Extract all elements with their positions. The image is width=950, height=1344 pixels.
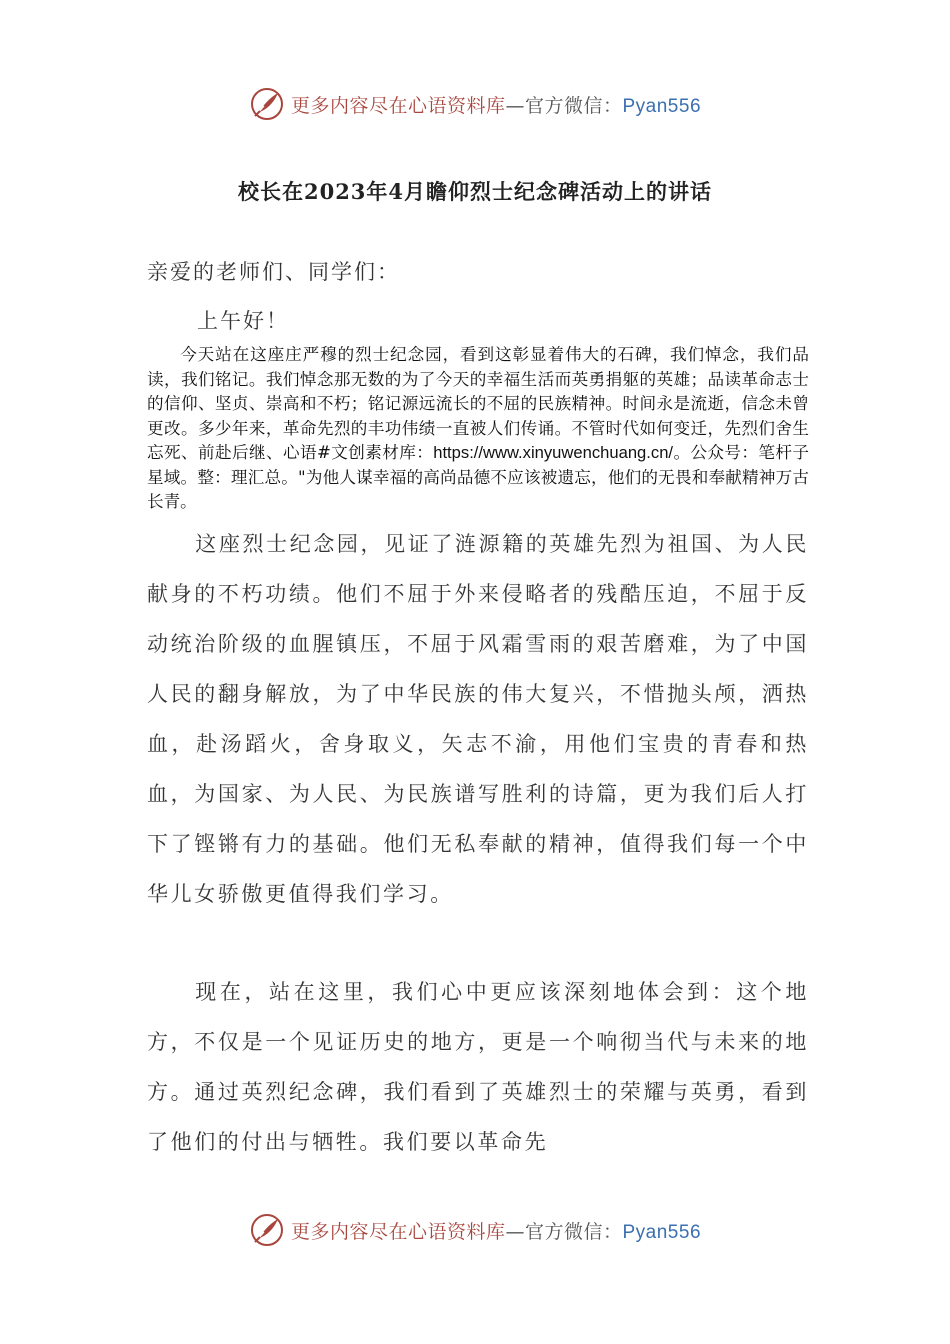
footer-banner-text — [291, 1217, 701, 1244]
quill-logo-icon — [249, 86, 285, 122]
header-brand-text: 更多内容尽在心语资料库 — [290, 94, 506, 117]
footer-dash: — — [505, 1220, 525, 1243]
header-banner[interactable] — [0, 84, 950, 124]
header-wechat-id: Pyan556 — [622, 95, 702, 117]
header-banner-text — [291, 91, 701, 118]
footer-brand-text: 更多内容尽在心语资料库 — [290, 1220, 506, 1243]
document-title: 校长在2023年4月瞻仰烈士纪念碑活动上的讲话 — [237, 179, 713, 204]
intro-text-a: 今天站在这座庄严穆的烈士纪念园，看到这彰显着伟大的石碑，我们悼念，我们品读，我们铭记。我们悼念那无数的为了今天的幸福生活而英勇捐躯的英雄；品读革命志士的信仰、坚贞、崇高和不朽；铭记源远流长的不屈的民族精神。时间永是流逝，信念未曾更改。多少年来，革命先烈的丰功伟绩一直被人们传诵。不管时代如何变迁，先烈们舍生忘死、前赴后继、心语#文创素材库： — [147, 345, 809, 462]
header-wechat-label: 官方微信： — [524, 94, 623, 117]
header-dash: — — [505, 94, 525, 117]
quill-logo-icon — [249, 1212, 285, 1248]
intro-url-link[interactable]: https://www.xinyuwenchuang.cn/ — [433, 443, 674, 462]
salutation: 亲爱的老师们、同学们： — [147, 260, 400, 284]
greeting: 上午好！ — [197, 309, 289, 333]
body-paragraph-1: 这座烈士纪念园，见证了涟源籍的英雄先烈为祖国、为人民献身的不朽功绩。他们不屈于外来侵略者的残酷压迫，不屈于反动统治阶级的血腥镇压，不屈于风霜雪雨的艰苦磨难，为了中国人民的翻身解放，为了中华民族的伟大复兴，不惜抛头颅，洒热血，赴汤蹈火，舍身取义，矢志不渝，用他们宝贵的青春和热血，为国家、为人民、为民族谱写胜利的诗篇，更为我们后人打下了铿锵有力的基础。他们无私奉献的精神，值得我们每一个中华儿女骄傲更值得我们学习。 — [147, 532, 809, 906]
body-paragraph-2: 现在，站在这里，我们心中更应该深刻地体会到：这个地方，不仅是一个见证历史的地方，更是一个响彻当代与未来的地方。通过英烈纪念碑，我们看到了英雄烈士的荣耀与英勇，看到了他们的付出与牺牲。我们要以革命先 — [147, 980, 809, 1154]
intro-paragraph — [147, 343, 809, 515]
footer-wechat-id: Pyan556 — [622, 1221, 702, 1243]
footer-banner[interactable] — [0, 1210, 950, 1250]
footer-wechat-label: 官方微信： — [524, 1220, 623, 1243]
intro-text-b: 。公众号：笔杆子星域。整：理汇总。"为他人谋幸福的高尚品德不应该被遗忘，他们的无畏和奉献精神万古长青。 — [147, 443, 810, 511]
